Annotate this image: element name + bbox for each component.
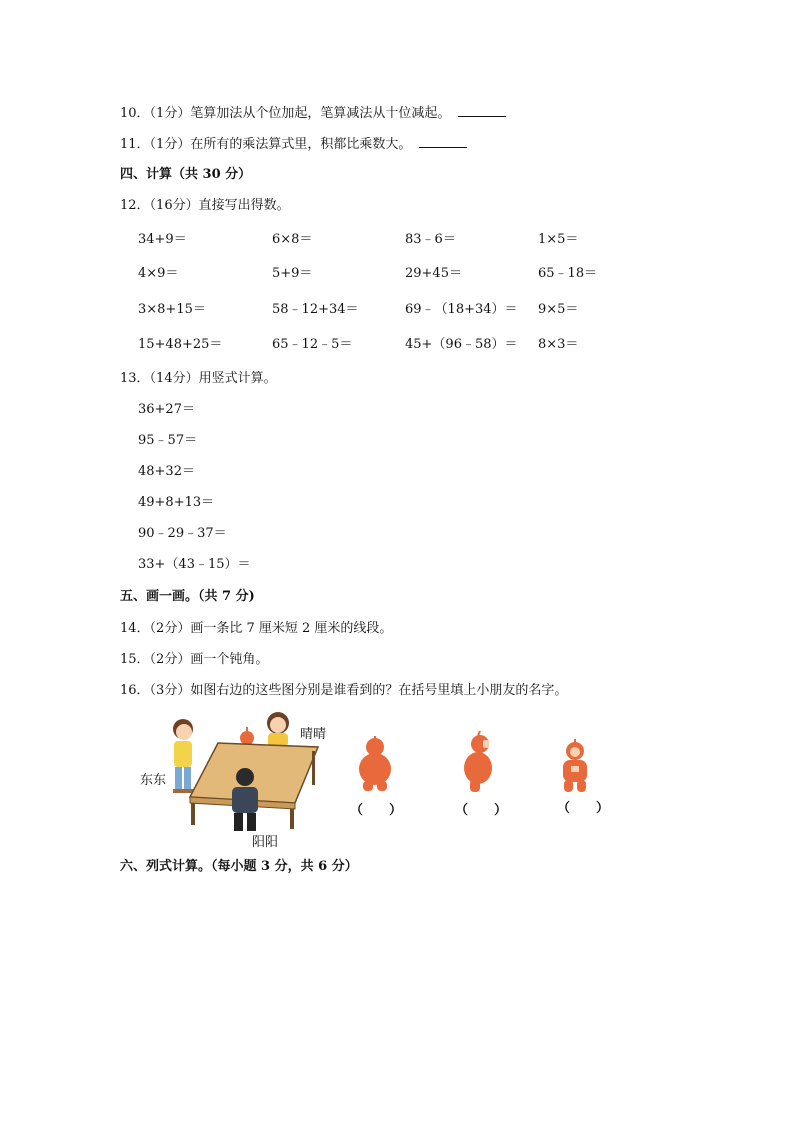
name-label-qingqing: 晴晴 [300, 727, 327, 742]
vertical-calc-item: 49+8+13＝ [138, 495, 215, 510]
calc-item: 29+45＝ [405, 266, 462, 281]
section-5-heading: 五、画一画。（共 7 分) [120, 589, 255, 604]
name-label-dongdong: 东东 [140, 773, 167, 788]
calc-item: 9×5＝ [538, 302, 579, 317]
calc-item: 34+9＝ [138, 232, 187, 247]
calc-item: 5+9＝ [272, 266, 313, 281]
answer-paren-2[interactable]: （ ） [455, 803, 508, 818]
question-15: 15．（2分）画一个钝角。 [120, 652, 269, 667]
doll-front-view [555, 738, 595, 794]
calc-item: 1×5＝ [538, 232, 579, 247]
calc-item: 65﹣12﹣5＝ [272, 337, 353, 352]
question-13-title: 13．（14分）用竖式计算。 [120, 371, 277, 386]
calc-item: 45+（96﹣58）＝ [405, 337, 518, 352]
question-12-title: 12．（16分）直接写出得数。 [120, 198, 290, 213]
question-14: 14．（2分）画一条比 7 厘米短 2 厘米的线段。 [120, 621, 393, 636]
calc-item: 65﹣18＝ [538, 266, 598, 281]
calc-item: 3×8+15＝ [138, 302, 206, 317]
question-10: 10．（1分）笔算加法从个位加起，笔算减法从十位减起。 [120, 104, 506, 123]
vertical-calc-item: 36+27＝ [138, 402, 195, 417]
doll-side-view [460, 730, 498, 794]
calc-item: 58﹣12+34＝ [272, 302, 359, 317]
question-11: 11．（1分）在所有的乘法算式里，积都比乘数大。 [120, 135, 467, 154]
doll-back-view [355, 735, 395, 793]
answer-blank-11[interactable] [419, 135, 467, 148]
name-label-yangyang: 阳阳 [252, 835, 279, 850]
calc-item: 69﹣（18+34）＝ [405, 302, 518, 317]
answer-paren-3[interactable]: （ ） [557, 801, 610, 816]
question-16-title: 16．（3分）如图右边的这些图分别是谁看到的？在括号里填上小朋友的名字。 [120, 683, 568, 698]
section-4-heading: 四、计算（共 30 分） [120, 167, 252, 182]
calc-item: 83﹣6＝ [405, 232, 456, 247]
calc-item: 4×9＝ [138, 266, 179, 281]
answer-paren-1[interactable]: （ ） [350, 803, 403, 818]
section-6-heading: 六、列式计算。（每小题 3 分，共 6 分） [120, 859, 358, 874]
calc-item: 6×8＝ [272, 232, 313, 247]
calc-item: 8×3＝ [538, 337, 579, 352]
calc-item: 15+48+25＝ [138, 337, 223, 352]
vertical-calc-item: 95﹣57＝ [138, 433, 198, 448]
answer-blank-10[interactable] [458, 104, 506, 117]
vertical-calc-item: 48+32＝ [138, 464, 195, 479]
vertical-calc-item: 33+（43﹣15）＝ [138, 557, 251, 572]
vertical-calc-item: 90﹣29﹣37＝ [138, 526, 227, 541]
